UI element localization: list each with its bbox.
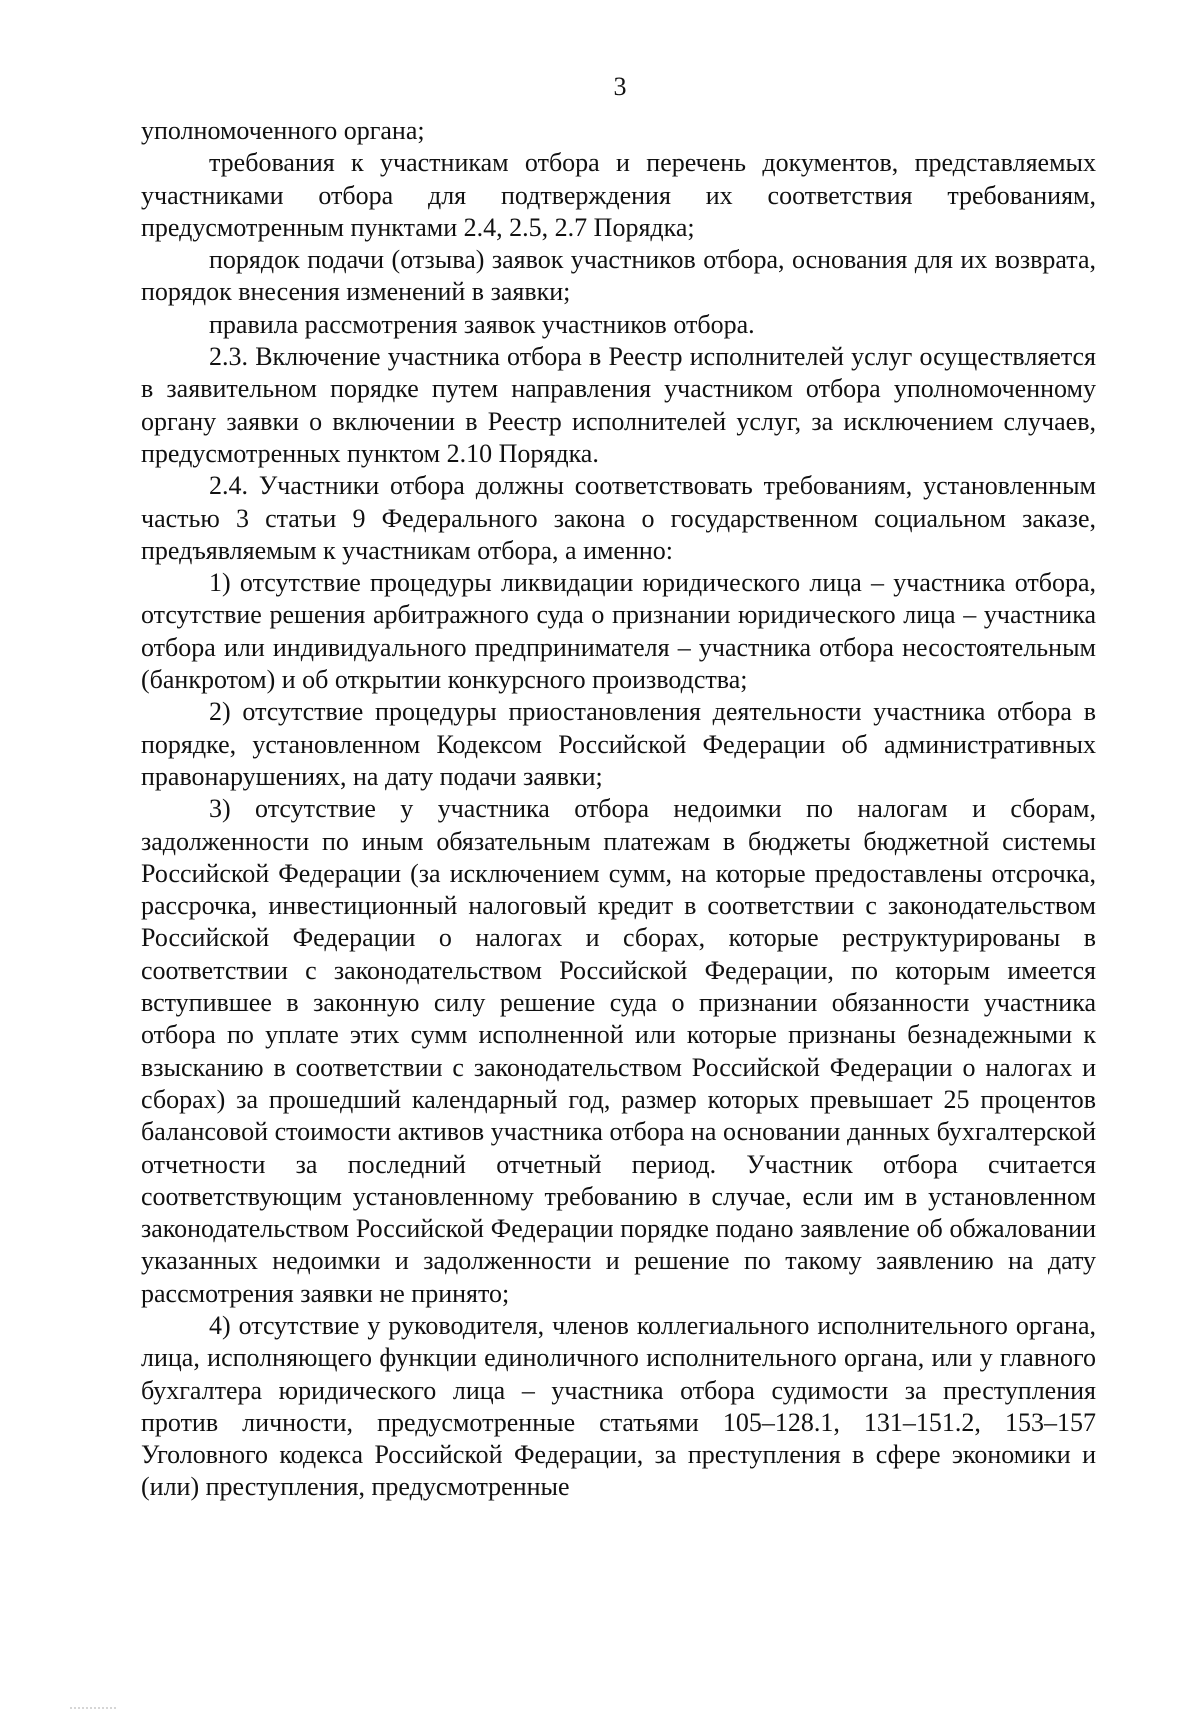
document-body	[141, 115, 1096, 1504]
paragraph-requirements: требования к участникам отбора и перечень документов, представляемых участниками отбора для подтверждения их соответствия требованиям, предусмотренным пунктами 2.4, 2.5, 2.7 Порядка;	[141, 148, 1096, 242]
list-item-3: 3) отсутствие у участника отбора недоимки по налогам и сборам, задолженности по иным обязательным платежам в бюджеты бюджетной системы Российской Федерации (за исключением сумм, на которые предоставлены отсрочка, рассрочка, инвестиционный налоговый кредит в соответствии с законодательством Российской Федерации о налогах и сборах, которые реструктурированы в соответствии с законодательством Российской Федерации, по которым имеется вступившее в законную силу решение суда о признании обязанности участника отбора по уплате этих сумм исполненной или которые признаны безнадежными к взысканию в соответствии с законодательством Российской Федерации о налогах и сборах) за прошедший календарный год, размер которых превышает 25 процентов балансовой стоимости активов участника отбора на основании данных бухгалтерской отчетности за последний отчетный период. Участник отбора считается соответствующим установленному требованию в случае, если им в установленном законодательством Российской Федерации порядке подано заявление об обжаловании указанных недоимки и задолженности и решение по такому заявлению на дату рассмотрения заявки не принято;	[141, 794, 1096, 1308]
paragraph-clause-2-4: 2.4. Участники отбора должны соответствовать требованиям, установленным частью 3 статьи 9 Федерального закона о государственном социальном заказе, предъявляемым к участникам отбора, а именно:	[141, 471, 1096, 565]
paragraph-submission-order: порядок подачи (отзыва) заявок участников отбора, основания для их возврата, порядок внесения изменений в заявки;	[141, 245, 1096, 307]
paragraph-clause-2-3: 2.3. Включение участника отбора в Реестр исполнителей услуг осуществляется в заявительном порядке путем направления участником отбора уполномоченному органу заявки о включении в Реестр исполнителей услуг, за исключением случаев, предусмотренных пунктом 2.10 Порядка.	[141, 342, 1096, 468]
scan-edge-mark	[70, 1707, 116, 1715]
page-number: 3	[613, 72, 627, 101]
list-item-4: 4) отсутствие у руководителя, членов коллегиального исполнительного органа, лица, исполняющего функции единоличного исполнительного органа, или у главного бухгалтера юридического лица – участника отбора судимости за преступления против личности, предусмотренные статьями 105–128.1, 131–151.2, 153–157 Уголовного кодекса Российской Федерации, за преступления в сфере экономики и (или) преступления, предусмотренные	[141, 1310, 1096, 1502]
paragraph-continuation: уполномоченного органа;	[141, 116, 425, 145]
list-item-1: 1) отсутствие процедуры ликвидации юридического лица – участника отбора, отсутствие решения арбитражного суда о признании юридического лица – участника отбора или индивидуального предпринимателя – участника отбора несостоятельным (банкротом) и об открытии конкурсного производства;	[141, 568, 1096, 695]
list-item-2: 2) отсутствие процедуры приостановления деятельности участника отбора в порядке, установленном Кодексом Российской Федерации об административных правонарушениях, на дату подачи заявки;	[141, 697, 1096, 791]
paragraph-review-rules: правила рассмотрения заявок участников отбора.	[209, 309, 755, 339]
